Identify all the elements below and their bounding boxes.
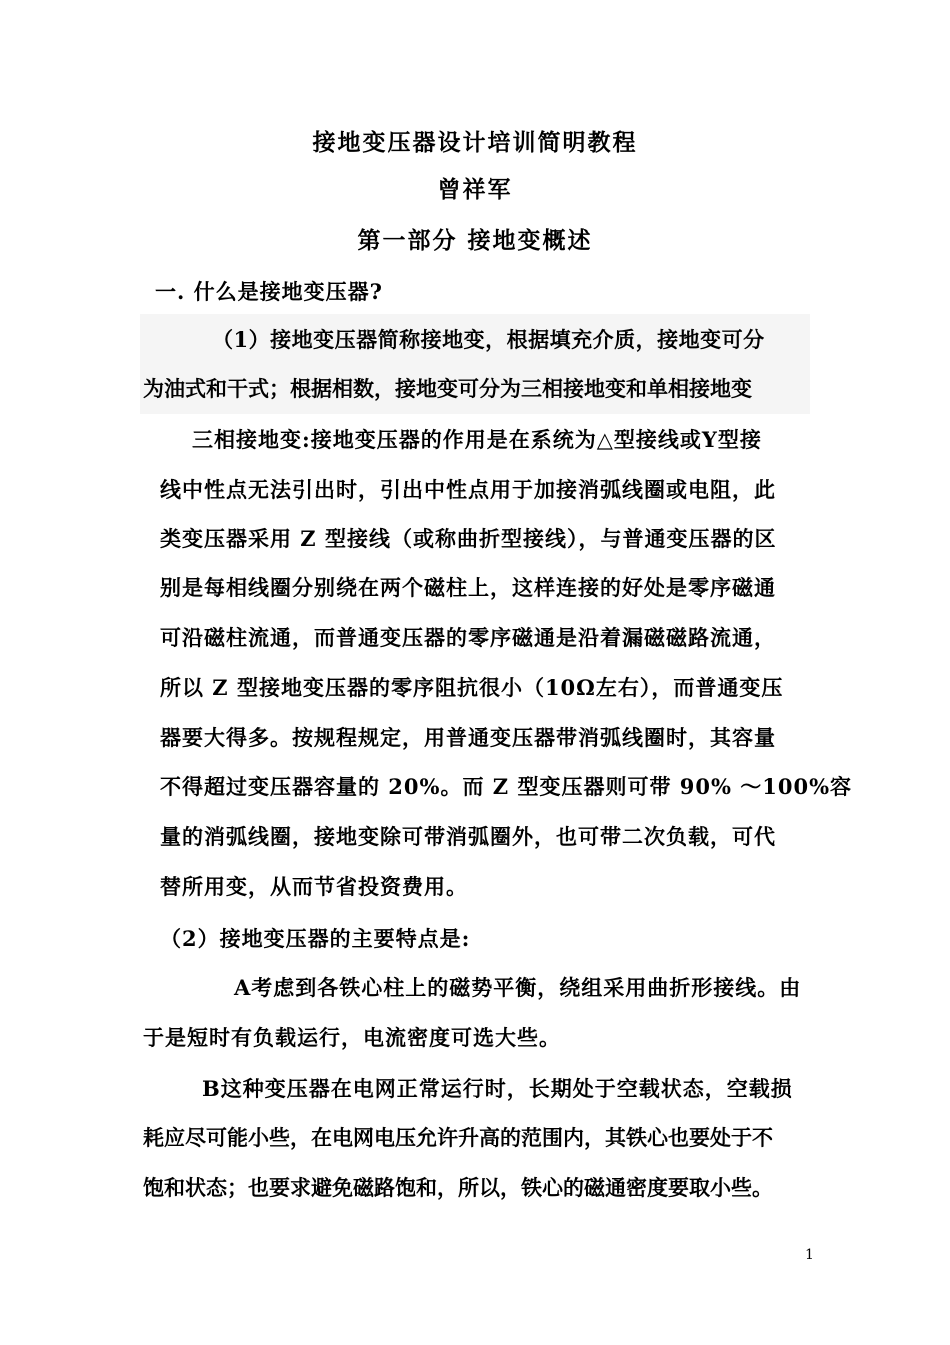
paragraph-line: 别是每相线圈分别绕在两个磁柱上，这样连接的好处是零序磁通 [160, 575, 776, 600]
paragraph-line: A考虑到各铁心柱上的磁势平衡，绕组采用曲折形接线。由 [234, 975, 802, 1000]
section-heading: 一. 什么是接地变压器? [155, 279, 383, 304]
paragraph-line: 器要大得多。按规程规定，用普通变压器带消弧线圈时，其容量 [160, 725, 776, 750]
paragraph-line: 耗应尽可能小些，在电网电压允许升高的范围内，其铁心也要处于不 [143, 1125, 773, 1150]
paragraph-line: （2）接地变压器的主要特点是: [160, 926, 471, 951]
paragraph-line: 线中性点无法引出时，引出中性点用于加接消弧线圈或电阻，此 [160, 477, 776, 502]
paragraph-line: 替所用变，从而节省投资费用。 [160, 874, 468, 899]
document-title: 接地变压器设计培训简明教程 [312, 129, 638, 156]
paragraph-line: 于是短时有负载运行，电流密度可选大些。 [143, 1025, 561, 1050]
paragraph-line: 不得超过变压器容量的 20%。而 Z 型变压器则可带 90% ～100%容 [160, 774, 853, 799]
paragraph-line: 所以 Z 型接地变压器的零序阻抗很小（10Ω左右），而普通变压 [160, 675, 784, 700]
page-number: 1 [805, 1247, 814, 1263]
paragraph-line: 类变压器采用 Z 型接线（或称曲折型接线），与普通变压器的区 [160, 526, 777, 551]
paragraph-line: （1）接地变压器简称接地变，根据填充介质，接地变可分 [212, 327, 765, 352]
paragraph-line: 为油式和干式；根据相数，接地变可分为三相接地变和单相接地变 [143, 376, 752, 401]
part-heading: 第一部分 接地变概述 [357, 227, 593, 254]
paragraph-line: 可沿磁柱流通，而普通变压器的零序磁通是沿着漏磁磁路流通， [160, 625, 776, 650]
paragraph-line: 三相接地变:接地变压器的作用是在系统为△型接线或Y型接 [192, 427, 762, 452]
paragraph-line: 量的消弧线圈，接地变除可带消弧圈外，也可带二次负载，可代 [160, 824, 776, 849]
author-name: 曾祥军 [437, 176, 513, 203]
paragraph-line: 饱和状态；也要求避免磁路饱和，所以，铁心的磁通密度要取小些。 [143, 1175, 773, 1200]
paragraph-line: B这种变压器在电网正常运行时，长期处于空载状态，空载损 [202, 1076, 793, 1101]
